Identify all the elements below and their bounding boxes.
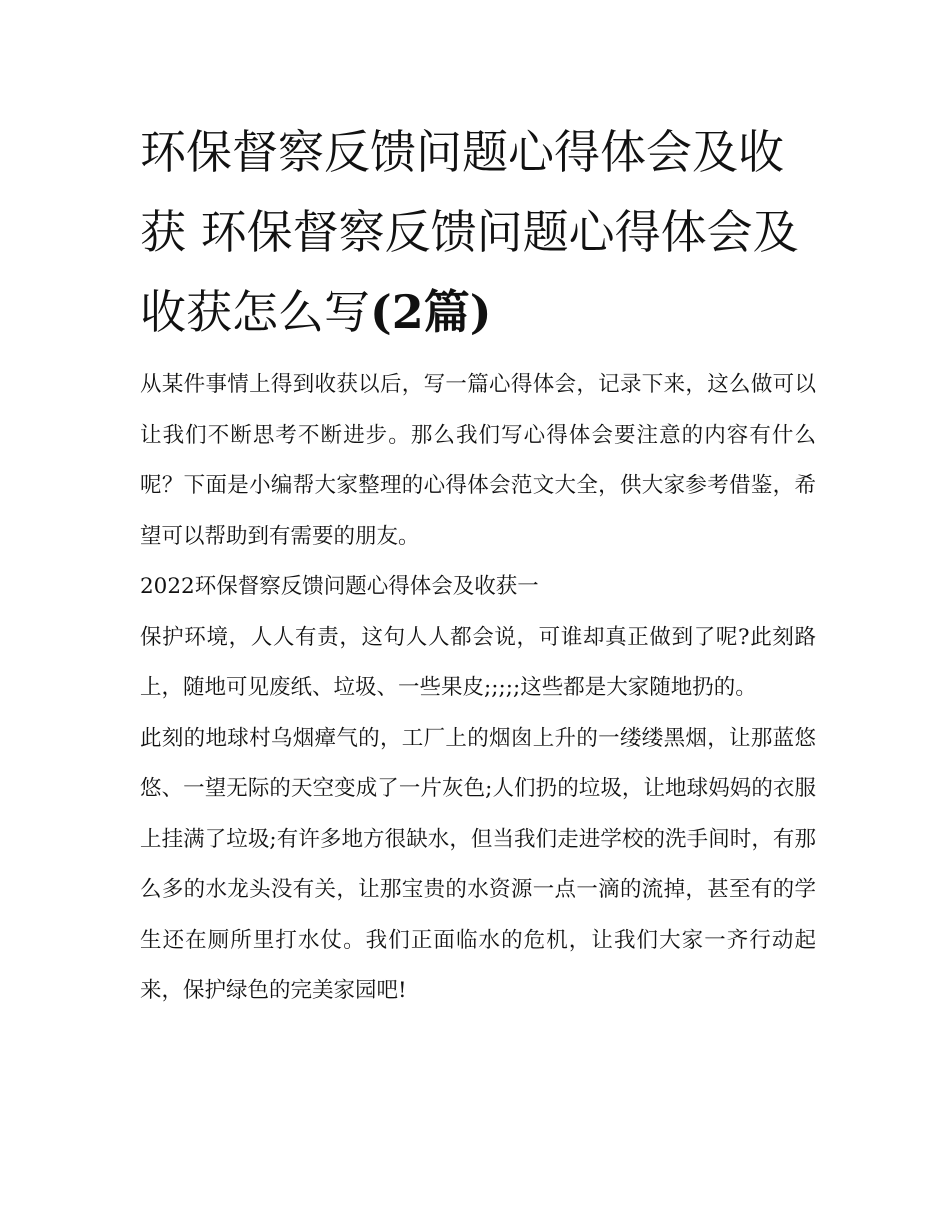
title-suffix-text: (2篇) xyxy=(370,285,492,339)
document-title xyxy=(140,112,816,352)
section-heading: 2022环保督察反馈问题心得体会及收获一 xyxy=(140,574,539,599)
intro-paragraph: 从某件事情上得到收获以后，写一篇心得体会，记录下来，这么做可以让我们不断思考不断进步。那么我们写心得体会要注意的内容有什么呢？下面是小编帮大家整理的心得体会范文大全，供大家参考借鉴，希望可以帮助到有需要的朋友。 xyxy=(140,372,816,549)
title-main-text: 环保督察反馈问题心得体会及收获 环保督察反馈问题心得体会及收获怎么写 xyxy=(140,125,799,339)
body-paragraph-2: 此刻的地球村乌烟瘴气的，工厂上的烟囱上升的一缕缕黑烟，让那蓝悠悠、一望无际的天空变成了一片灰色;人们扔的垃圾，让地球妈妈的衣服上挂满了垃圾;有许多地方很缺水，但当我们走进学校的洗手间时，有那么多的水龙头没有关，让那宝贵的水资源一点一滴的流掉，甚至有的学生还在厕所里打水仗。我们正面临水的危机，让我们大家一齐行动起来，保护绿色的完美家园吧! xyxy=(140,725,816,1003)
document-page xyxy=(140,112,816,1017)
body-paragraph-1: 保护环境，人人有责，这句人人都会说，可谁却真正做到了呢?此刻路上，随地可见废纸、垃圾、一些果皮;;;;;这些都是大家随地扔的。 xyxy=(140,624,816,700)
